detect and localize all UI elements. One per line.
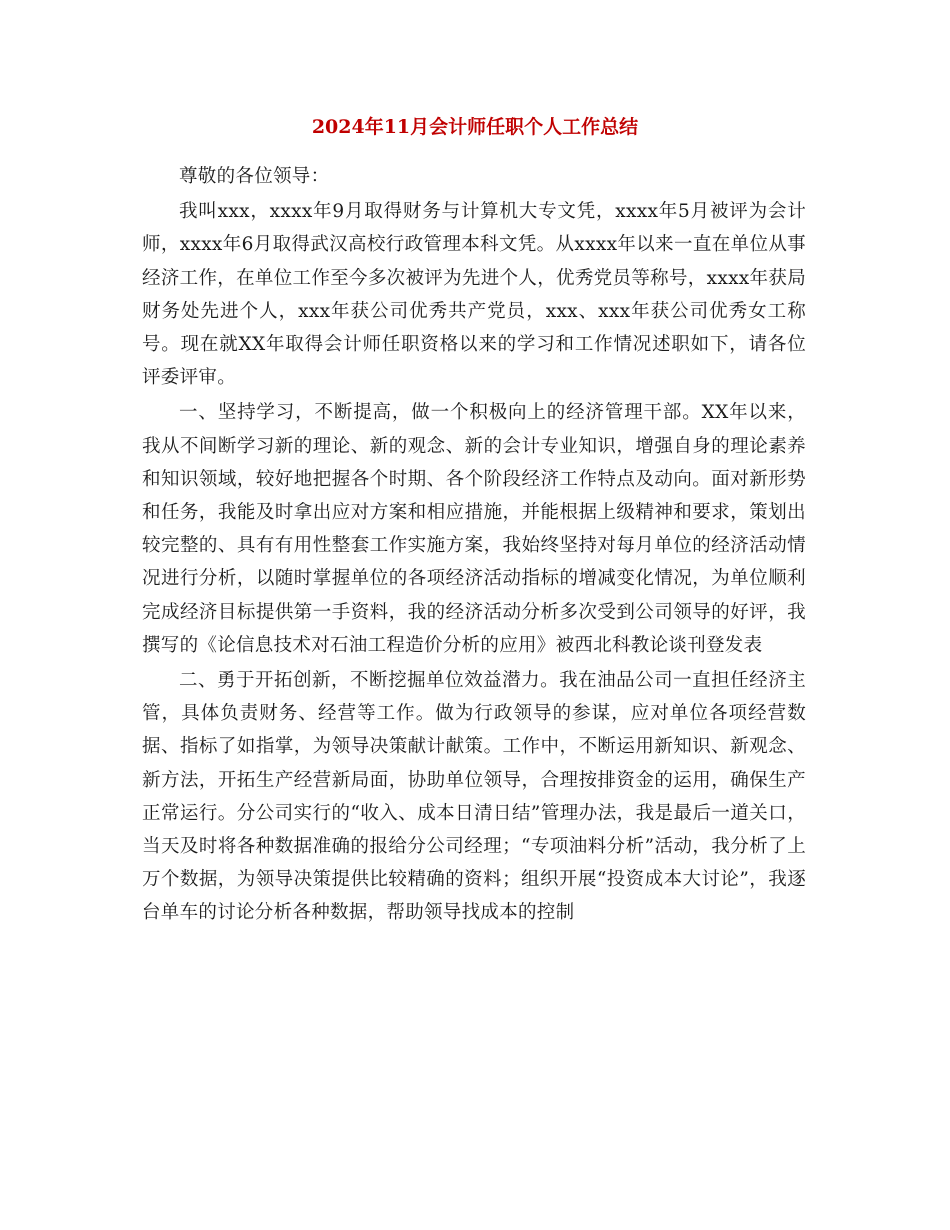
document-body bbox=[142, 160, 806, 932]
salutation: 尊敬的各位领导： bbox=[179, 166, 330, 187]
paragraph-intro: 我叫xxx，xxxx年9月取得财务与计算机大专文凭，xxxx年5月被评为会计师，xxxx年6月取得武汉高校行政管理本科文凭。从xxxx年以来一直在单位从事经济工作，在单位工作至今多次被评为先进个人，优秀党员等称号，xxxx年获局财务处先进个人，xxx年获公司优秀共产党员，xxx、xxx年获公司优秀女工称号。现在就XX年取得会计师任职资格以来的学习和工作情况述职如下，请各位评委评审。 bbox=[142, 201, 806, 389]
paragraph-section-one: 一、坚持学习，不断提高，做一个积极向上的经济管理干部。XX年以来，我从不间断学习新的理论、新的观念、新的会计专业知识，增强自身的理论素养和知识领域，较好地把握各个时期、各个阶段经济工作特点及动向。面对新形势和任务，我能及时拿出应对方案和相应措施，并能根据上级精神和要求，策划出较完整的、具有有用性整套工作实施方案，我始终坚持对每月单位的经济活动情况进行分析，以随时掌握单位的各项经济活动指标的增减变化情况，为单位顺利完成经济目标提供第一手资料，我的经济活动分析多次受到公司领导的好评，我撰写的《论信息技术对石油工程造价分析的应用》被西北科教论谈刊登发表 bbox=[142, 402, 806, 656]
document-title: 2024年11月会计师任职个人工作总结 bbox=[311, 116, 639, 138]
paragraph-section-two: 二、勇于开拓创新，不断挖掘单位效益潜力。我在油品公司一直担任经济主管，具体负责财务、经营等工作。做为行政领导的参谋，应对单位各项经营数据、指标了如指掌，为领导决策献计献策。工作中，不断运用新知识、新观念、新方法，开拓生产经营新局面，协助单位领导，合理按排资金的运用，确保生产正常运行。分公司实行的“收入、成本日清日结”管理办法，我是最后一道关口，当天及时将各种数据准确的报给分公司经理；“专项油料分析”活动，我分析了上万个数据，为领导决策提供比较精确的资料；组织开展“投资成本大讨论”，我逐台单车的讨论分析各种数据，帮助领导找成本的控制 bbox=[142, 670, 806, 924]
